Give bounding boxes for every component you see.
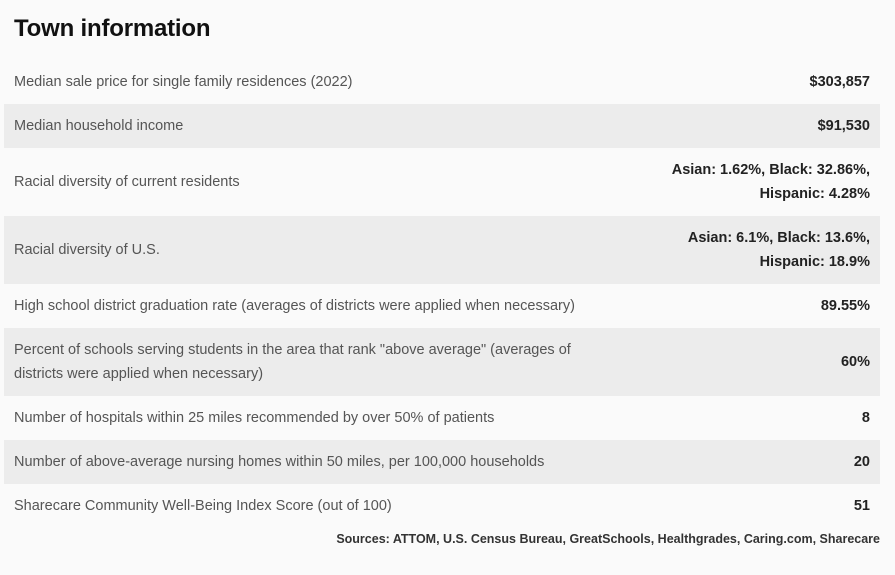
row-label: Racial diversity of U.S. — [14, 242, 160, 258]
row-value: 51 — [853, 498, 870, 514]
info-table — [4, 60, 880, 528]
row-value: 89.55% — [820, 298, 870, 314]
sources-note: Sources: ATTOM, U.S. Census Bureau, GreatSchools, Healthgrades, Caring.com, Sharecare — [336, 532, 880, 546]
row-label: Sharecare Community Well-Being Index Score (out of 100) — [14, 498, 392, 514]
row-value: Asian: 6.1%, Black: 13.6%, Hispanic: 18.9% — [687, 230, 870, 270]
row-value: Asian: 1.62%, Black: 32.86%, Hispanic: 4.28% — [671, 162, 870, 202]
table-row — [4, 284, 880, 328]
row-value: $91,530 — [817, 118, 870, 134]
row-value: 60% — [840, 354, 870, 370]
row-value: 8 — [861, 410, 870, 426]
row-value: $303,857 — [809, 74, 870, 90]
row-label: High school district graduation rate (averages of districts were applied when necessary) — [14, 298, 575, 314]
table-row — [4, 484, 880, 528]
row-label: Percent of schools serving students in the area that rank "above average" (averages of districts were applied when necessary) — [14, 342, 571, 382]
table-row — [4, 104, 880, 148]
row-label: Number of above-average nursing homes within 50 miles, per 100,000 households — [14, 454, 545, 470]
table-row — [4, 60, 880, 104]
row-label: Racial diversity of current residents — [14, 174, 240, 190]
table-row — [4, 328, 880, 396]
row-label: Median sale price for single family residences (2022) — [14, 74, 353, 90]
page-title: Town information — [14, 15, 211, 42]
row-label: Number of hospitals within 25 miles recommended by over 50% of patients — [14, 410, 495, 426]
row-label: Median household income — [14, 118, 184, 134]
table-row — [4, 440, 880, 484]
table-row — [4, 148, 880, 216]
table-row — [4, 396, 880, 440]
row-value: 20 — [853, 454, 870, 470]
table-row — [4, 216, 880, 284]
